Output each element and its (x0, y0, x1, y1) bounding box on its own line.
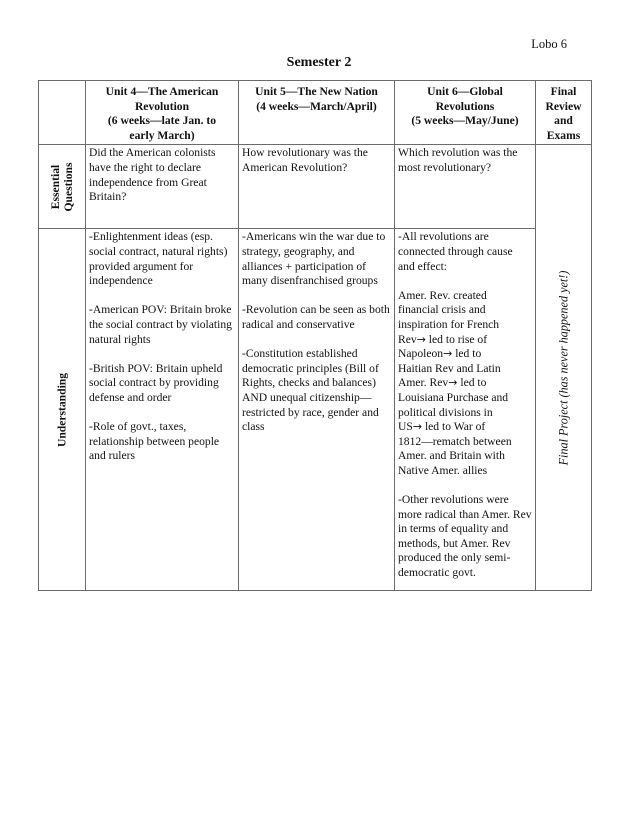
understanding-row (39, 229, 592, 591)
unit5-essential-question: How revolutionary was the American Revolution? (239, 145, 395, 229)
page-label: Lobo 6 (531, 37, 567, 51)
unit4-understanding (86, 229, 239, 591)
unit5-header: Unit 5—The New Nation (4 weeks—March/April) (239, 81, 395, 145)
unit6-understanding (395, 229, 536, 591)
list-item: -British POV: Britain upheld social contract by providing defense and order (89, 361, 223, 404)
final-project-text: Final Project (has never happened yet!) (556, 270, 571, 466)
arrow-right-icon: → (416, 332, 426, 346)
arrow-right-icon: → (412, 420, 423, 434)
list-item: -All revolutions are connected through cause and effect: (398, 230, 513, 273)
final-review-header: Final Review and Exams (536, 81, 592, 145)
curriculum-table (38, 80, 592, 591)
essential-questions-label: Essential Questions (39, 145, 86, 229)
list-item: -Americans win the war due to strategy, geography, and alliances + participation of many disenfranchised groups (242, 230, 386, 288)
understanding-label: Understanding (39, 229, 86, 591)
page-title: Semester 2 (286, 55, 352, 70)
essential-questions-row (39, 145, 592, 229)
unit5-understanding (239, 229, 395, 591)
header-row (39, 81, 592, 145)
unit4-header: Unit 4—The American Revolution (6 weeks—late Jan. to early March) (86, 81, 239, 145)
arrow-right-icon: → (448, 376, 458, 390)
list-item: -Role of govt., taxes, relationship between people and rulers (89, 420, 220, 463)
unit6-header: Unit 6—Global Revolutions (5 weeks—May/June) (395, 81, 536, 145)
final-project-cell (536, 145, 592, 591)
list-item: -American POV: Britain broke the social contract by violating natural rights (89, 303, 232, 346)
list-item: -Other revolutions were more radical than Amer. Rev in terms of equality and methods, but Amer. Rev produced the only semi-democratic govt. (398, 493, 532, 580)
list-item: -Revolution can be seen as both radical and conservative (242, 303, 390, 331)
revolution-chain: Amer. Rev. created financial crisis and inspiration for French Rev→ led to rise of Napoleon→ led to Haitian Rev and Latin Amer. Rev→ led to Louisiana Purchase and political divisions in US→ led to War of 1812—rematch between Amer. and Britain with Native Amer. allies (398, 288, 512, 477)
unit4-essential-question: Did the American colonists have the right to declare independence from Great Britain? (86, 145, 239, 229)
list-item: -Enlightenment ideas (esp. social contract, natural rights) provided argument for independence (89, 230, 228, 288)
arrow-right-icon: → (443, 347, 453, 361)
unit6-essential-question: Which revolution was the most revolutionary? (395, 145, 536, 229)
corner-cell (39, 81, 86, 145)
list-item: -Constitution established democratic principles (Bill of Rights, checks and balances) AND unequal citizenship—restricted by race, gender and class (242, 347, 379, 434)
